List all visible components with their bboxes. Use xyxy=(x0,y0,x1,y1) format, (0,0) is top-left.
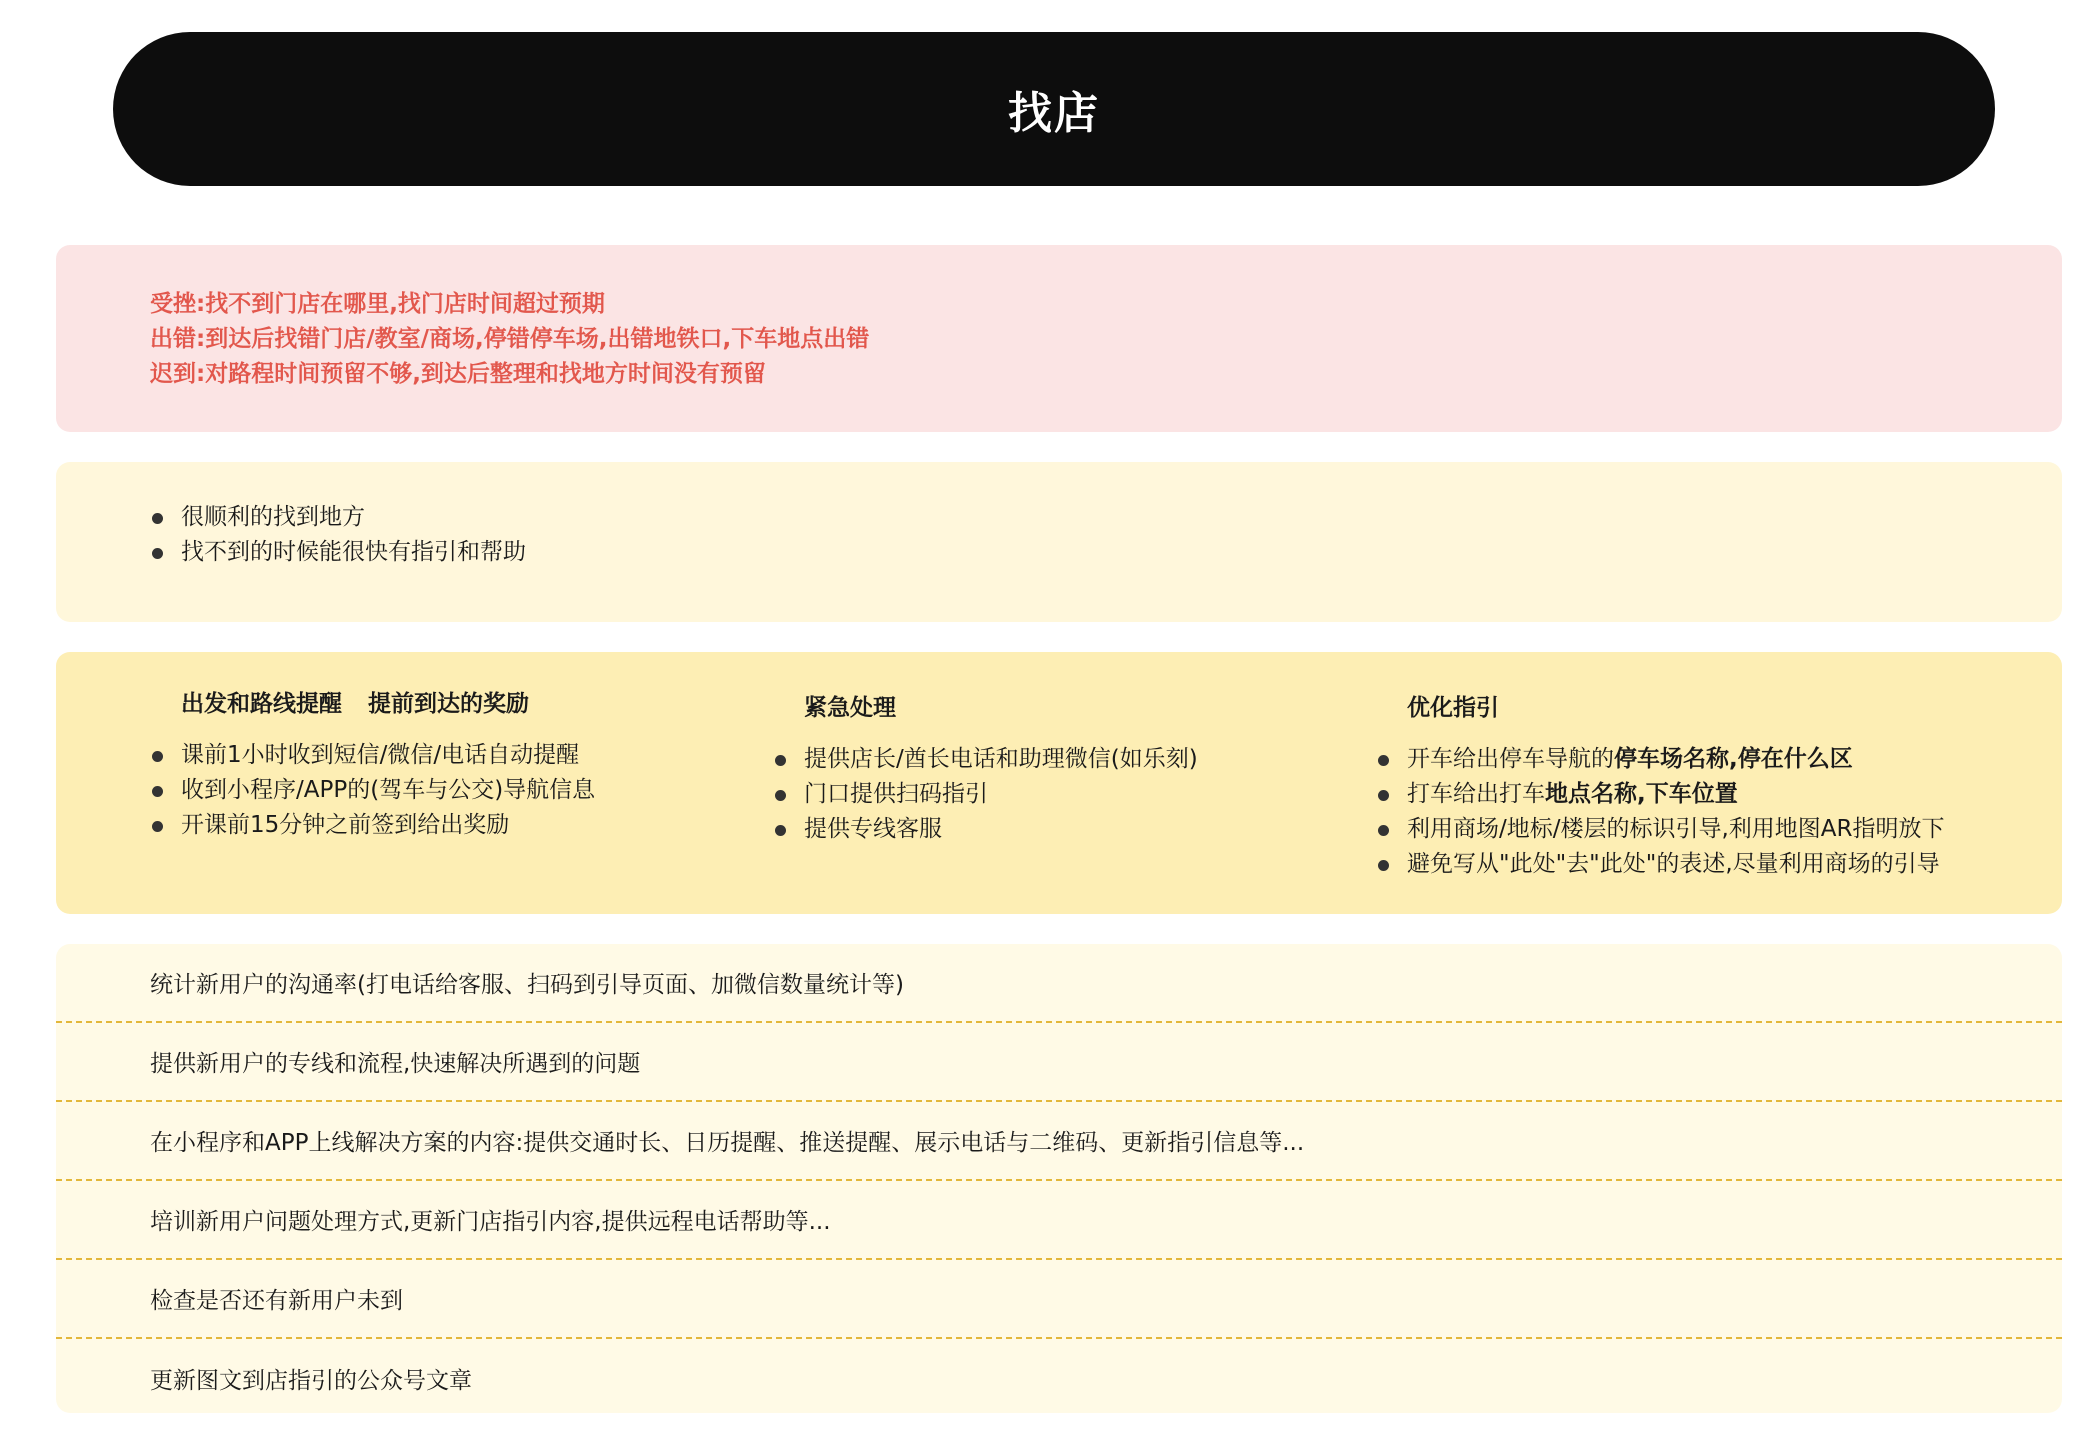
guidance-list xyxy=(1376,742,1945,882)
action-row: 提供新用户的专线和流程,快速解决所遇到的问题 xyxy=(56,1023,2062,1102)
list-item: 避免写从"此处"去"此处"的表述,尽量利用商场的引导 xyxy=(1376,847,1945,882)
list-item: 课前1小时收到短信/微信/电话自动提醒 xyxy=(150,738,595,773)
goal-item: 很顺利的找到地方 xyxy=(150,500,2062,535)
goals-card xyxy=(56,462,2062,622)
actions-card xyxy=(56,944,2062,1413)
list-item: 利用商场/地标/楼层的标识引导,利用地图AR指明放下 xyxy=(1376,812,1945,847)
page-title: 找店 xyxy=(1008,88,1100,139)
list-item xyxy=(1376,742,1945,777)
action-row: 更新图文到店指引的公众号文章 xyxy=(150,1368,472,1394)
heading-departure-reminder: 出发和路线提醒 xyxy=(181,691,342,717)
pain-point-frustration: 受挫:找不到门店在哪里,找门店时间超过预期 xyxy=(150,291,605,317)
heading-emergency: 紧急处理 xyxy=(804,695,896,721)
item-text: 开车给出停车导航的 xyxy=(1407,746,1614,772)
page-header xyxy=(113,32,1995,186)
solution-column-guidance xyxy=(1376,692,1945,882)
action-row: 培训新用户问题处理方式,更新门店指引内容,提供远程电话帮助等... xyxy=(56,1181,2062,1260)
goal-item: 找不到的时候能很快有指引和帮助 xyxy=(150,535,2062,570)
item-highlight: 地点名称,下车位置 xyxy=(1545,781,1738,807)
heading-guidance: 优化指引 xyxy=(1407,695,1499,721)
column-heading xyxy=(150,688,595,720)
pain-point-late: 迟到:对路程时间预留不够,到达后整理和找地方时间没有预留 xyxy=(150,361,766,387)
emergency-list xyxy=(773,742,1198,847)
action-row: 检查是否还有新用户未到 xyxy=(56,1260,2062,1339)
heading-early-reward: 提前到达的奖励 xyxy=(368,691,529,717)
action-row: 统计新用户的沟通率(打电话给客服、扫码到引导页面、加微信数量统计等) xyxy=(56,944,2062,1023)
solution-column-reminders xyxy=(150,688,595,843)
pain-points-card xyxy=(56,245,2062,432)
list-item: 提供专线客服 xyxy=(773,812,1198,847)
reminder-list xyxy=(150,738,595,843)
list-item: 提供店长/酋长电话和助理微信(如乐刻) xyxy=(773,742,1198,777)
item-highlight: 停车场名称,停在什么区 xyxy=(1614,746,1853,772)
list-item xyxy=(1376,777,1945,812)
goals-list xyxy=(150,500,2062,570)
solutions-card xyxy=(56,652,2062,914)
list-item: 开课前15分钟之前签到给出奖励 xyxy=(150,808,595,843)
list-item: 收到小程序/APP的(驾车与公交)导航信息 xyxy=(150,773,595,808)
action-row: 在小程序和APP上线解决方案的内容:提供交通时长、日历提醒、推送提醒、展示电话与二维码、更新指引信息等... xyxy=(56,1102,2062,1181)
list-item: 门口提供扫码指引 xyxy=(773,777,1198,812)
item-text: 打车给出打车 xyxy=(1407,781,1545,807)
pain-point-error: 出错:到达后找错门店/教室/商场,停错停车场,出错地铁口,下车地点出错 xyxy=(150,326,870,352)
solution-column-emergency xyxy=(773,692,1198,847)
